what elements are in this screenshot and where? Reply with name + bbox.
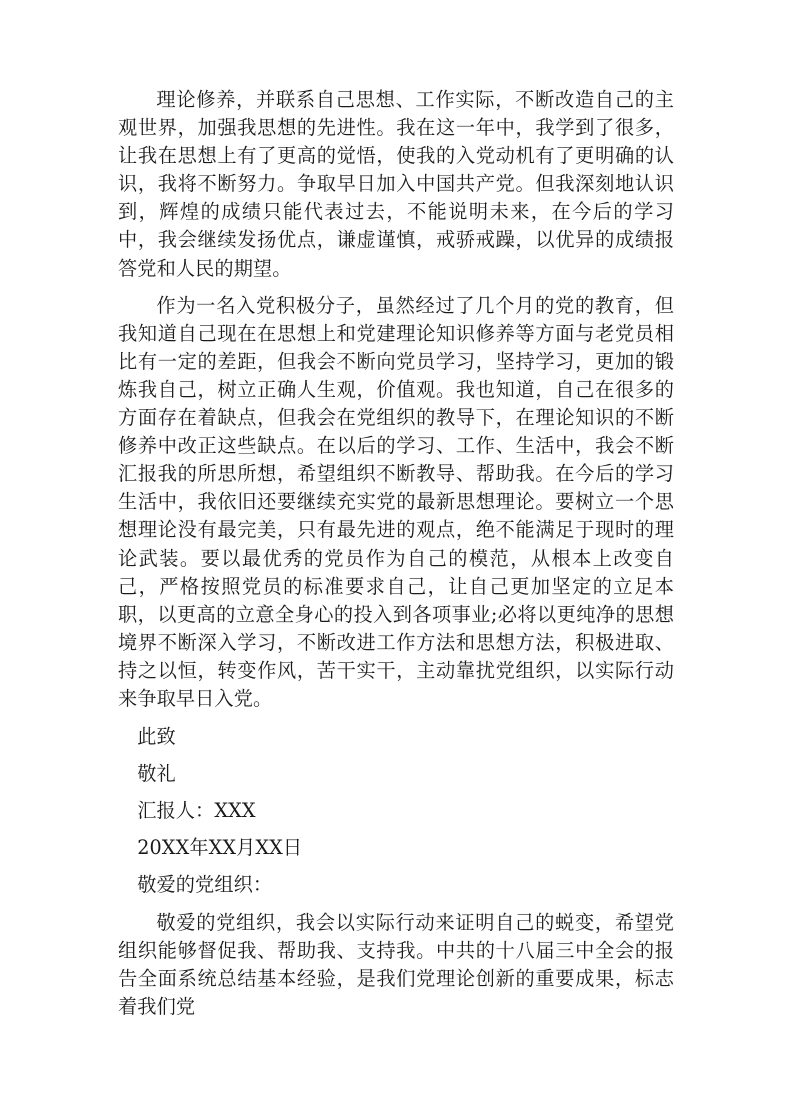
paragraph-party-activist: 作为一名入党积极分子，虽然经过了几个月的党的教育，但我知道自己现在在思想上和党建理论知识修养等方面与老党员相比有一定的差距，但我会不断向党员学习，坚持学习，更加的锻炼我自己，树立正确人生观，价值观。我也知道，自己在很多的方面存在着缺点，但我会在党组织的教导下，在理论知识的不断修养中改正这些缺点。在以后的学习、工作、生活中，我会不断汇报我的所思所想，希望组织不断教导、帮助我。在今后的学习生活中，我依旧还要继续充实党的最新思想理论。要树立一个思想理论没有最完美，只有最先进的观点，绝不能满足于现时的理论武装。要以最优秀的党员作为自己的模范，从根本上改变自己，严格按照党员的标准要求自己，让自己更加坚定的立足本职，以更高的立意全身心的投入到各项事业;必将以更纯净的思想境界不断深入学习，不断改进工作方法和思想方法，积极进取、持之以恒，转变作风，苦干实干，主动靠扰党组织，以实际行动来争取早日入党。 xyxy=(118,293,674,710)
paragraph-dear-party-organization-body: 敬爱的党组织，我会以实际行动来证明自己的蜕变，希望党组织能够督促我、帮助我、支持我。中共的十八届三中全会的报告全面系统总结基本经验，是我们党理论创新的重要成果，标志着我们党 xyxy=(118,910,674,1018)
document-body xyxy=(118,86,674,1030)
closing-salute-cizhi: 此致 xyxy=(137,725,176,749)
reporter-name-line: 汇报人：XXX xyxy=(137,799,256,823)
paragraph-theory-cultivation: 理论修养，并联系自己思想、工作实际，不断改造自己的主观世界，加强我思想的先进性。我在这一年中，我学到了很多，让我在思想上有了更高的觉悟，使我的入党动机有了更明确的认识，我将不断努力。争取早日加入中国共产党。但我深刻地认识到，辉煌的成绩只能代表过去，不能说明未来，在今后的学习中，我会继续发扬优点，谦虚谨慎，戒骄戒躁，以优异的成绩报答党和人民的期望。 xyxy=(118,88,674,280)
report-date-line: 20XX年XX月XX日 xyxy=(137,836,303,860)
closing-salute-jingli: 敬礼 xyxy=(137,762,176,786)
salutation-dear-party-organization: 敬爱的党组织： xyxy=(137,873,273,897)
